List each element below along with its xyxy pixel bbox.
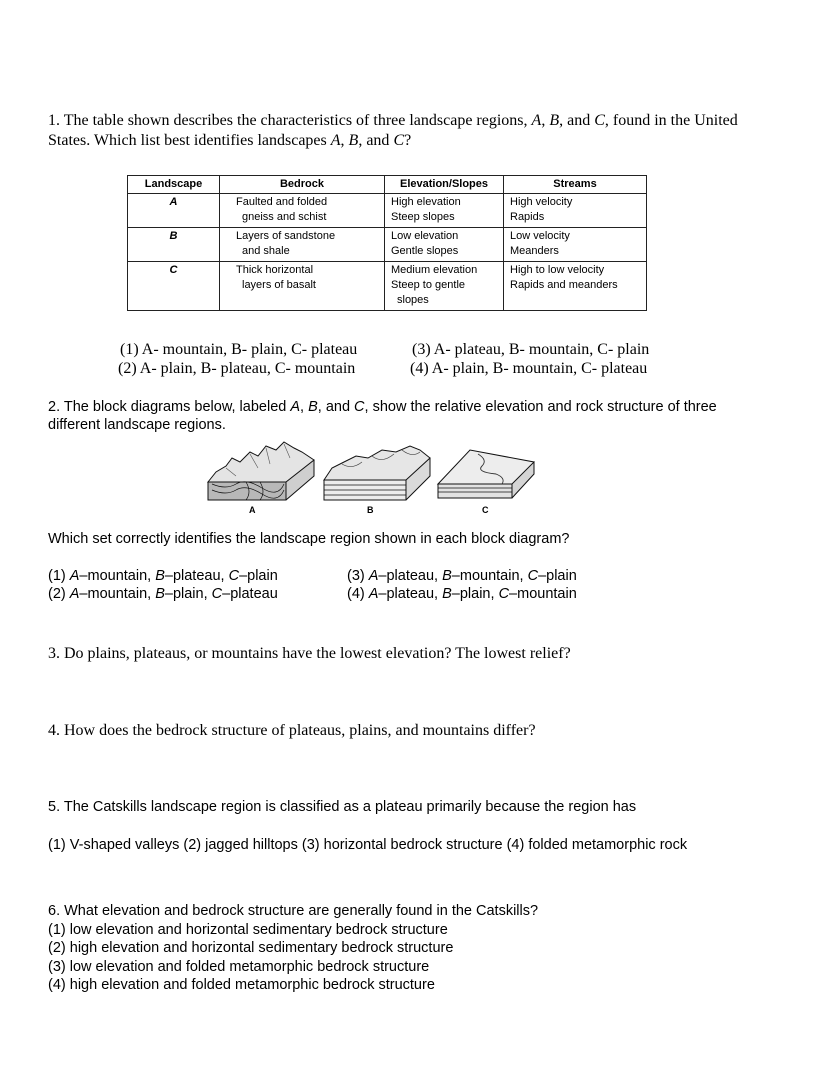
question-6-text: 6. What elevation and bedrock structure are generally found in the Catskills?	[48, 903, 539, 919]
q2-choice-1: (1) A–mountain, B–plateau, C–plain	[48, 568, 278, 584]
elevation-cell: High elevation Steep slopes	[385, 194, 504, 228]
header-streams: Streams	[504, 176, 647, 194]
landscape-table	[127, 175, 647, 311]
table-row	[128, 228, 647, 262]
question-2	[48, 398, 768, 434]
question-6	[48, 902, 538, 995]
diagram-label-a: A	[249, 505, 256, 515]
diagram-label-c: C	[482, 505, 489, 515]
row-key: A	[128, 194, 220, 228]
block-diagram-b	[324, 446, 430, 500]
q6-choice-3: (3) low elevation and folded metamorphic bedrock structure	[48, 958, 430, 975]
elevation-cell: Low elevation Gentle slopes	[385, 228, 504, 262]
header-bedrock: Bedrock	[220, 176, 385, 194]
q6-choice-2: (2) high elevation and horizontal sedimentary bedrock structure	[48, 940, 454, 956]
row-key: B	[128, 228, 220, 262]
q1-choice-3: (3) A- plateau, B- mountain, C- plain	[412, 341, 650, 358]
q6-choice-1: (1) low elevation and horizontal sedimentary bedrock structure	[48, 921, 448, 938]
q2-choice-4: (4) A–plateau, B–plain, C–mountain	[347, 586, 577, 602]
bedrock-cell: Thick horizontal layers of basalt	[220, 262, 385, 311]
elevation-cell: Medium elevation Steep to gentle slopes	[385, 262, 504, 311]
streams-cell: Low velocity Meanders	[504, 228, 647, 262]
question-4: 4. How does the bedrock structure of plateaus, plains, and mountains differ?	[48, 722, 536, 739]
question-5-choices: (1) V-shaped valleys (2) jagged hilltops (3) horizontal bedrock structure (4) folded metamorphic rock	[48, 837, 688, 853]
bedrock-cell: Layers of sandstone and shale	[220, 228, 385, 262]
table-header-row	[128, 176, 647, 194]
question-2-prompt: Which set correctly identifies the landscape region shown in each block diagram?	[48, 531, 570, 547]
question-5: 5. The Catskills landscape region is classified as a plateau primarily because the region has	[48, 799, 637, 815]
header-landscape: Landscape	[128, 176, 220, 194]
q6-choice-4: (4) high elevation and folded metamorphic bedrock structure	[48, 977, 435, 993]
question-1-number: 1.	[48, 112, 60, 129]
q2-choice-3: (3) A–plateau, B–mountain, C–plain	[347, 568, 577, 584]
question-2-text: 2. The block diagrams below, labeled A, B, and C, show the relative elevation and rock structure of three different landscape regions.	[48, 399, 717, 433]
block-diagram-a	[208, 442, 314, 500]
block-diagram-c	[438, 450, 534, 498]
row-key: C	[128, 262, 220, 311]
table-row	[128, 194, 647, 228]
header-elevation: Elevation/Slopes	[385, 176, 504, 194]
diagram-label-b: B	[367, 505, 374, 515]
bedrock-cell: Faulted and folded gneiss and schist	[220, 194, 385, 228]
q1-choice-2: (2) A- plain, B- plateau, C- mountain	[118, 360, 356, 377]
q1-choice-1: (1) A- mountain, B- plain, C- plateau	[120, 341, 358, 358]
q1-choice-4: (4) A- plain, B- mountain, C- plateau	[410, 360, 648, 377]
streams-cell: High velocity Rapids	[504, 194, 647, 228]
question-1	[48, 111, 768, 151]
streams-cell: High to low velocity Rapids and meanders	[504, 262, 647, 311]
question-3: 3. Do plains, plateaus, or mountains have the lowest elevation? The lowest relief?	[48, 645, 571, 662]
question-1-text: The table shown describes the characteristics of three landscape regions, A, B, and C, found in the United States. Which list best identifies landscapes A, B, and C?	[48, 112, 738, 149]
table-row	[128, 262, 647, 311]
block-diagrams-figure	[206, 438, 536, 504]
q2-choice-2: (2) A–mountain, B–plain, C–plateau	[48, 586, 278, 602]
